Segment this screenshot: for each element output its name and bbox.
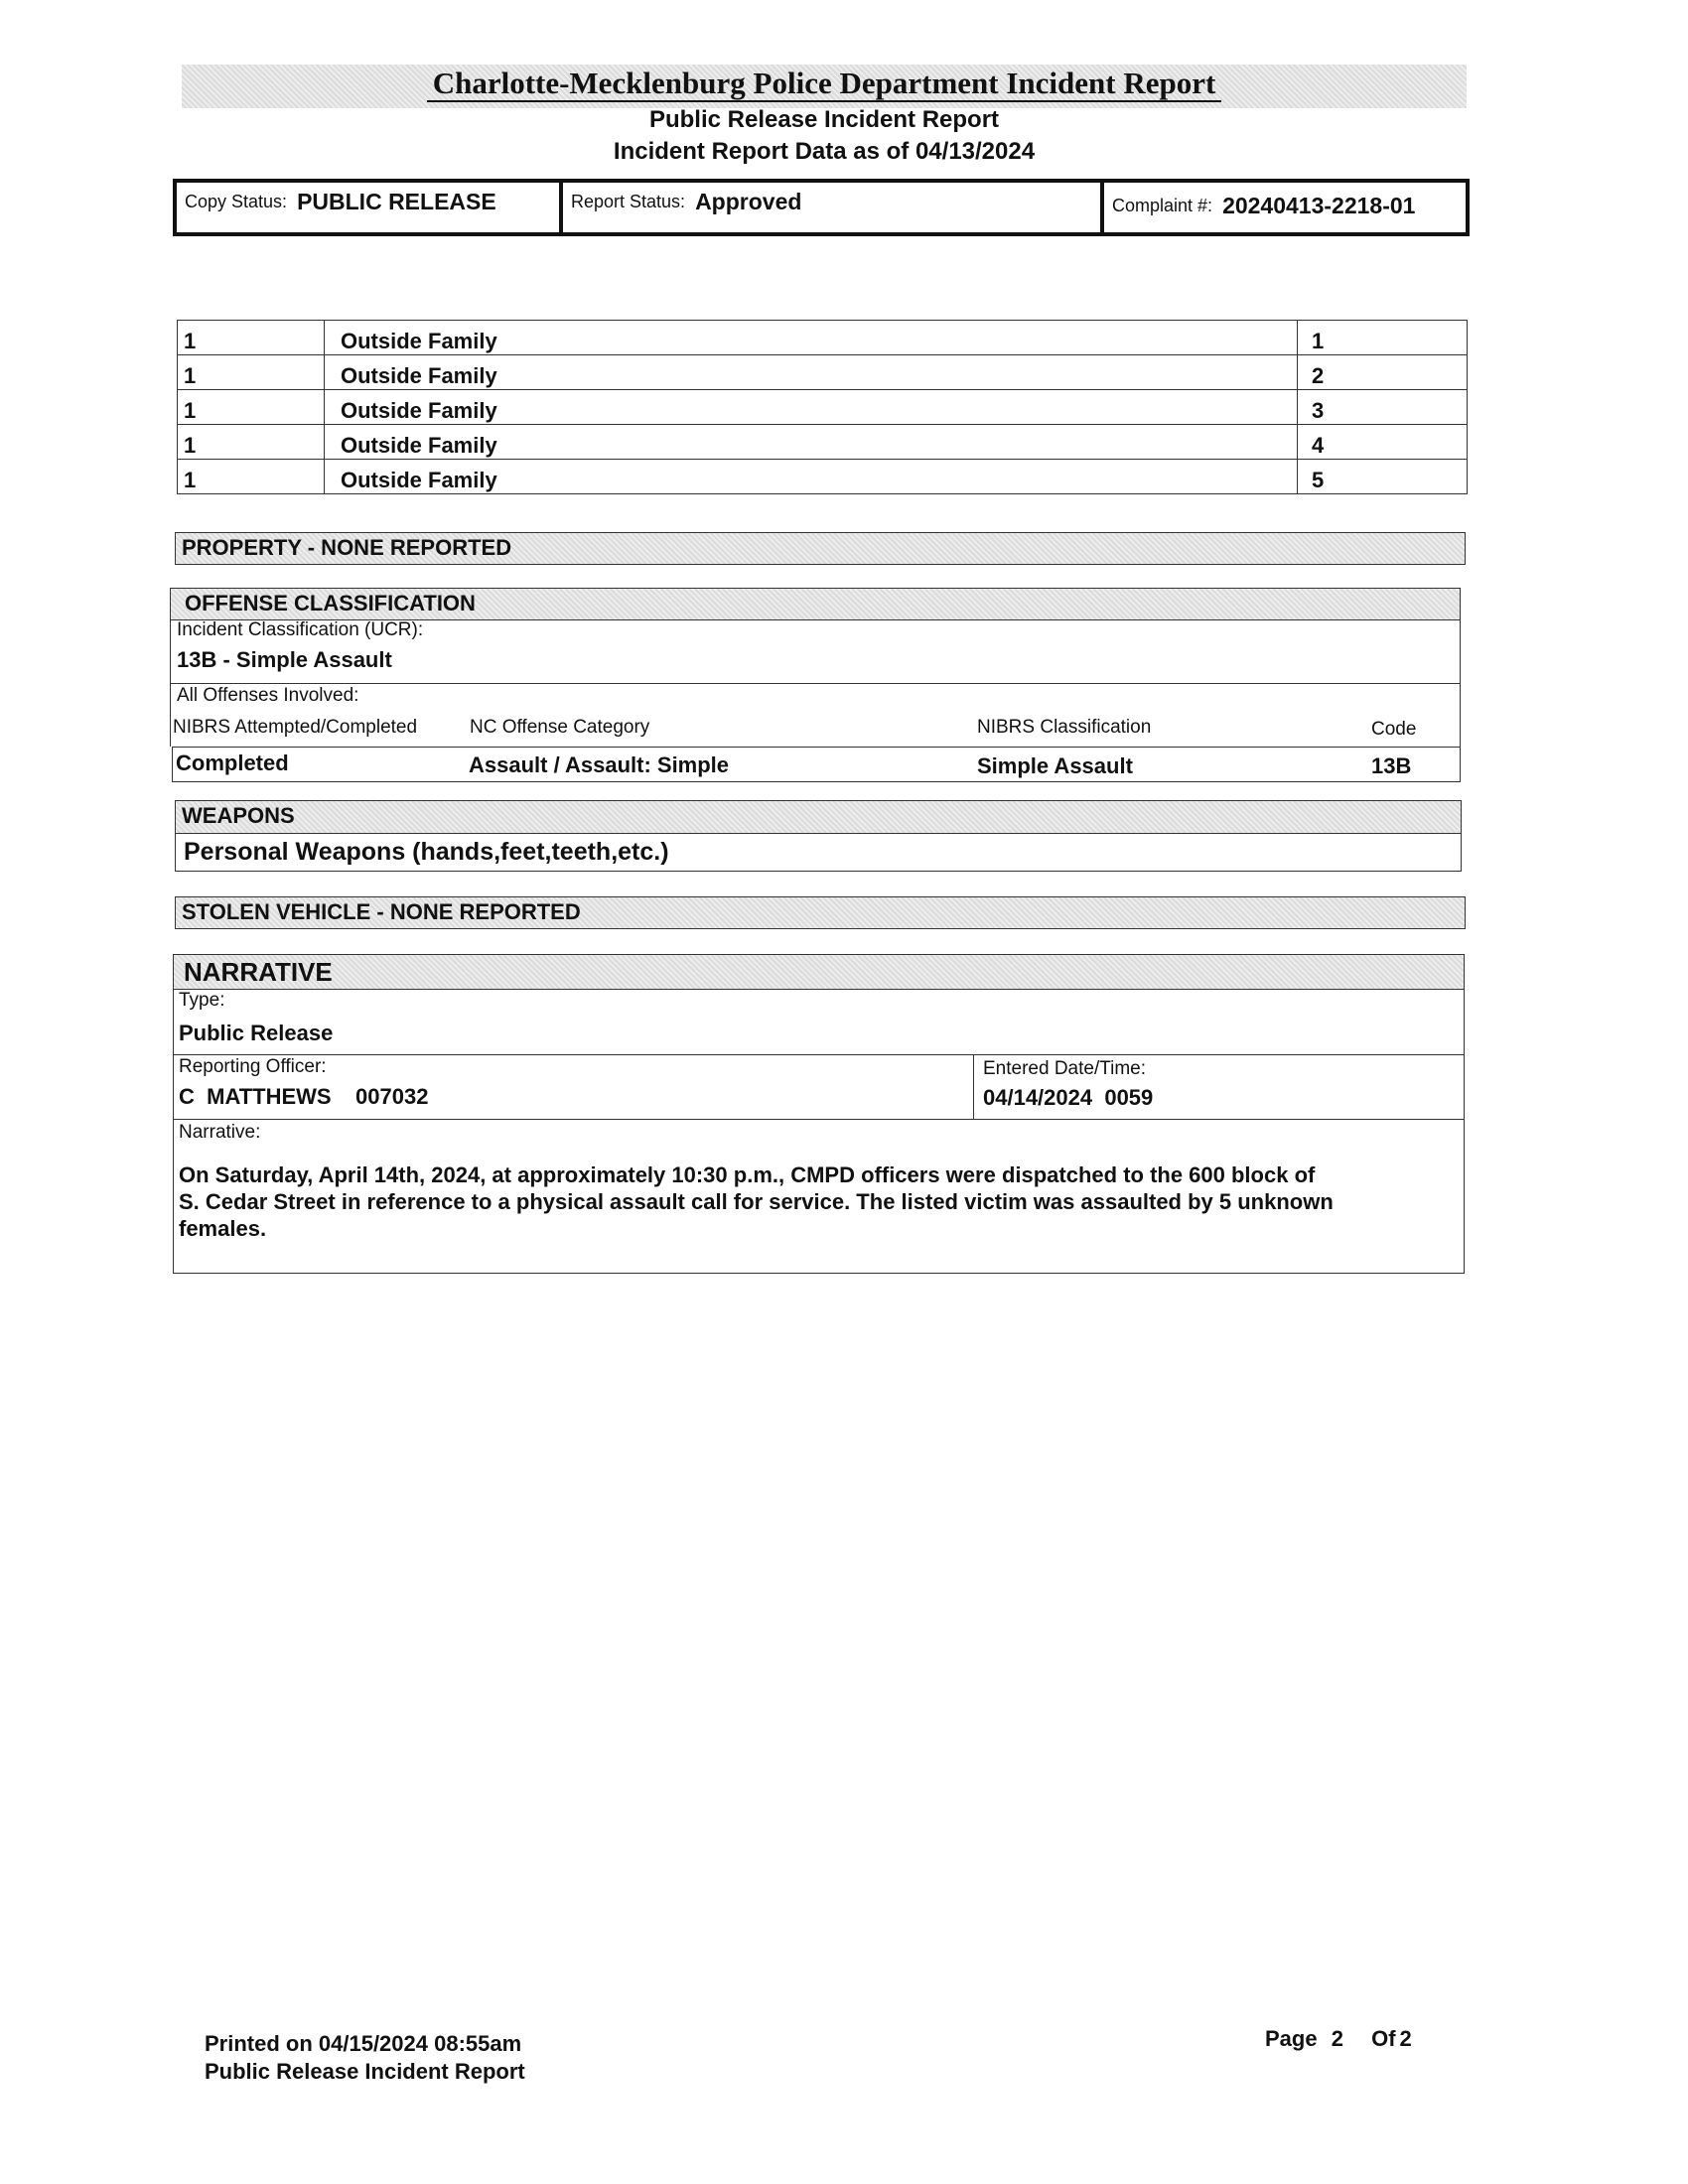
complaint-cell — [1104, 183, 1466, 232]
weapons-value: Personal Weapons (hands,feet,teeth,etc.) — [184, 838, 669, 866]
relationship-left-id: 1 — [178, 460, 325, 494]
relationship-table — [177, 320, 1468, 494]
relationship-row — [178, 321, 1468, 355]
of-label: Of — [1371, 2026, 1396, 2051]
copy-status-value: PUBLIC RELEASE — [297, 189, 496, 214]
property-section-header: PROPERTY - NONE REPORTED — [175, 532, 1466, 565]
footer-report-name: Public Release Incident Report — [205, 2059, 525, 2084]
col-classification-header: NIBRS Classification — [977, 717, 1152, 738]
relationship-row — [178, 355, 1468, 390]
narrative-line-3: females. — [179, 1216, 267, 1241]
ucr-value: 13B - Simple Assault — [177, 647, 392, 672]
col-category-header: NC Offense Category — [470, 717, 650, 738]
relationship-right-id: 1 — [1298, 321, 1468, 355]
relationship-left-id: 1 — [178, 390, 325, 425]
copy-status-cell — [177, 183, 563, 232]
all-offenses-label: All Offenses Involved: — [177, 685, 359, 706]
offense-section-header: OFFENSE CLASSIFICATION — [170, 588, 1461, 620]
reporting-officer-label: Reporting Officer: — [179, 1056, 327, 1077]
report-status-cell — [563, 183, 1104, 232]
page-label: Page — [1265, 2026, 1318, 2051]
report-title: Charlotte-Mecklenburg Police Department Incident Report — [182, 66, 1467, 101]
copy-status-label: Copy Status: — [185, 192, 288, 211]
narrative-divider-1 — [173, 1054, 1465, 1055]
relationship-row — [178, 390, 1468, 425]
relationship-type: Outside Family — [325, 321, 1298, 355]
offense-attempted-value: Completed — [176, 751, 289, 775]
page-total: 2 — [1399, 2026, 1412, 2051]
status-box — [173, 179, 1470, 236]
offense-divider — [170, 683, 1461, 684]
offense-classification-value: Simple Assault — [977, 753, 1133, 778]
narrative-label: Narrative: — [179, 1122, 261, 1143]
page-number: 2 — [1331, 2026, 1343, 2051]
narrative-box — [173, 954, 1465, 1274]
col-attempted-header: NIBRS Attempted/Completed — [173, 717, 418, 738]
offense-category-value: Assault / Assault: Simple — [469, 752, 730, 777]
narrative-type-value: Public Release — [179, 1021, 334, 1045]
relationship-left-id: 1 — [178, 425, 325, 460]
relationship-row — [178, 460, 1468, 494]
narrative-section-header: NARRATIVE — [173, 954, 1465, 990]
printed-on: Printed on 04/15/2024 08:55am — [205, 2031, 522, 2056]
report-subtitle: Public Release Incident Report — [648, 106, 1000, 133]
entered-datetime-value: 04/14/2024 0059 — [983, 1085, 1154, 1110]
narrative-divider-2 — [173, 1119, 1465, 1120]
offense-row — [172, 747, 1461, 782]
relationship-right-id: 2 — [1298, 355, 1468, 390]
relationship-type: Outside Family — [325, 390, 1298, 425]
reporting-officer-value: C MATTHEWS 007032 — [179, 1084, 429, 1109]
complaint-value: 20240413-2218-01 — [1222, 193, 1416, 218]
complaint-label: Complaint #: — [1112, 196, 1213, 215]
narrative-line-1: On Saturday, April 14th, 2024, at approximately 10:30 p.m., CMPD officers were dispatched to the 600 block of — [179, 1162, 1316, 1187]
narrative-divider-vertical — [973, 1054, 974, 1119]
page-indicator — [1265, 2026, 1412, 2052]
report-status-label: Report Status: — [571, 192, 686, 211]
col-code-header: Code — [1371, 719, 1417, 740]
relationship-right-id: 3 — [1298, 390, 1468, 425]
narrative-line-2: S. Cedar Street in reference to a physical assault call for service. The listed victim was assaulted by 5 unknown — [179, 1189, 1334, 1214]
narrative-type-label: Type: — [179, 990, 225, 1011]
stolen-vehicle-section-header: STOLEN VEHICLE - NONE REPORTED — [175, 896, 1466, 929]
relationship-right-id: 4 — [1298, 425, 1468, 460]
entered-datetime-label: Entered Date/Time: — [983, 1058, 1147, 1079]
report-status-value: Approved — [695, 189, 802, 214]
relationship-right-id: 5 — [1298, 460, 1468, 494]
relationship-type: Outside Family — [325, 460, 1298, 494]
ucr-label: Incident Classification (UCR): — [177, 619, 424, 640]
data-date-line: Incident Report Data as of 04/13/2024 — [613, 138, 1036, 165]
offense-code-value: 13B — [1371, 753, 1412, 778]
relationship-type: Outside Family — [325, 355, 1298, 390]
relationship-left-id: 1 — [178, 355, 325, 390]
relationship-row — [178, 425, 1468, 460]
relationship-left-id: 1 — [178, 321, 325, 355]
relationship-type: Outside Family — [325, 425, 1298, 460]
weapons-section-header: WEAPONS — [175, 800, 1462, 834]
